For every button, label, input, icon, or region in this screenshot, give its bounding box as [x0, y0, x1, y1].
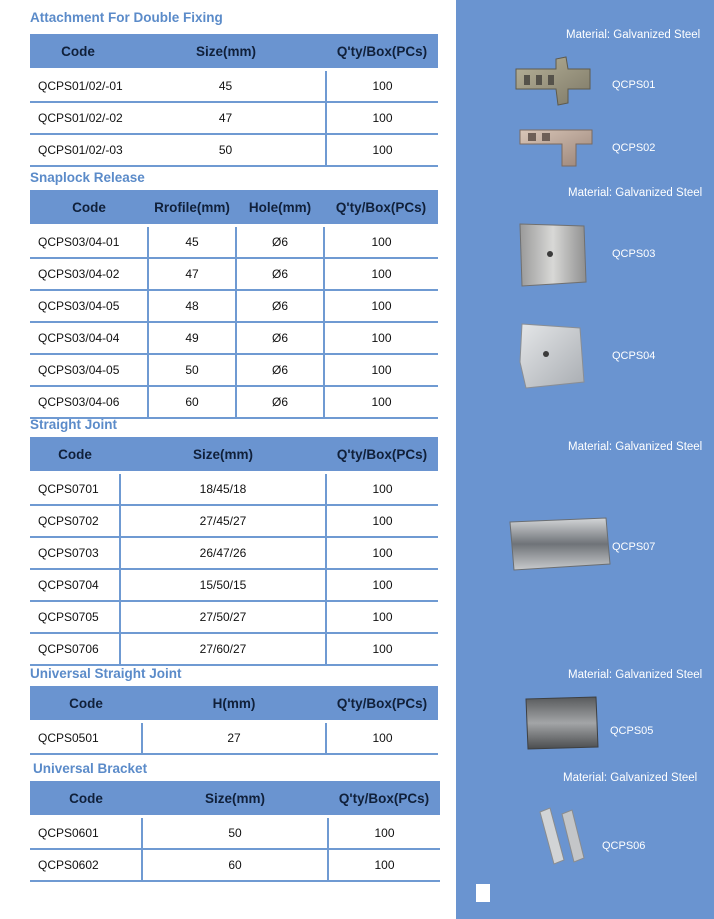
cell-profile: 49	[148, 322, 236, 354]
cell-qty: 100	[324, 227, 438, 258]
cell-qty: 100	[324, 386, 438, 418]
cell-profile: 60	[148, 386, 236, 418]
material-label-1: Material: Galvanized Steel	[566, 29, 701, 41]
cell-h: 27	[142, 723, 326, 754]
header-qty: Q'ty/Box(PCs)	[324, 190, 438, 224]
table-row	[30, 505, 438, 537]
universal-bracket-table	[30, 781, 440, 882]
header-h: H(mm)	[142, 686, 326, 720]
cell-code: QCPS0704	[30, 569, 120, 601]
cell-qty: 100	[326, 102, 438, 134]
table-row	[30, 818, 440, 849]
cell-hole: Ø6	[236, 227, 324, 258]
section-title-universal-joint: Universal Straight Joint	[30, 666, 182, 681]
header-qty: Q'ty/Box(PCs)	[328, 781, 440, 815]
product-label-qcps07: QCPS07	[612, 541, 656, 553]
section-title-universal-bracket: Universal Bracket	[33, 761, 148, 776]
table-header-row	[30, 781, 440, 815]
table-row	[30, 258, 438, 290]
section-title-straight-joint: Straight Joint	[30, 417, 117, 432]
header-qty: Q'ty/Box(PCs)	[326, 686, 438, 720]
cell-size: 45	[126, 71, 326, 102]
cell-size: 60	[142, 849, 328, 881]
cell-code: QCPS03/04-05	[30, 354, 148, 386]
table-row	[30, 849, 440, 881]
cell-hole: Ø6	[236, 354, 324, 386]
section-title-snaplock: Snaplock Release	[30, 170, 145, 185]
product-label-qcps05: QCPS05	[610, 725, 654, 737]
cell-code: QCPS01/02/-03	[30, 134, 126, 166]
qcps02-image	[518, 122, 594, 168]
table-row	[30, 290, 438, 322]
table-row	[30, 354, 438, 386]
cell-size: 27/60/27	[120, 633, 326, 665]
header-profile: Rrofile(mm)	[148, 190, 236, 224]
product-label-qcps03: QCPS03	[612, 248, 656, 260]
cell-code: QCPS01/02/-02	[30, 102, 126, 134]
table-header-row	[30, 34, 438, 68]
cell-profile: 50	[148, 354, 236, 386]
table-row	[30, 134, 438, 166]
cell-qty: 100	[326, 569, 438, 601]
cell-qty: 100	[328, 849, 440, 881]
cell-qty: 100	[326, 134, 438, 166]
cell-qty: 100	[324, 354, 438, 386]
cell-qty: 100	[324, 290, 438, 322]
header-hole: Hole(mm)	[236, 190, 324, 224]
cell-profile: 45	[148, 227, 236, 258]
cell-size: 27/50/27	[120, 601, 326, 633]
qcps04-image	[516, 322, 588, 390]
cell-code: QCPS0501	[30, 723, 142, 754]
cell-size: 26/47/26	[120, 537, 326, 569]
cell-code: QCPS01/02/-01	[30, 71, 126, 102]
attachment-table	[30, 34, 438, 167]
cell-size: 15/50/15	[120, 569, 326, 601]
cell-size: 27/45/27	[120, 505, 326, 537]
cell-code: QCPS0702	[30, 505, 120, 537]
cell-qty: 100	[326, 474, 438, 505]
header-size: Size(mm)	[142, 781, 328, 815]
cell-profile: 47	[148, 258, 236, 290]
cell-code: QCPS03/04-02	[30, 258, 148, 290]
header-qty: Q'ty/Box(PCs)	[326, 437, 438, 471]
cell-qty: 100	[326, 71, 438, 102]
material-label-2: Material: Galvanized Steel	[568, 187, 703, 199]
header-code: Code	[30, 781, 142, 815]
material-label-5: Material: Galvanized Steel	[563, 772, 698, 784]
table-row	[30, 601, 438, 633]
cell-code: QCPS03/04-01	[30, 227, 148, 258]
cell-code: QCPS0701	[30, 474, 120, 505]
table-header-row	[30, 686, 438, 720]
header-size: Size(mm)	[120, 437, 326, 471]
snaplock-table	[30, 190, 438, 419]
material-label-4: Material: Galvanized Steel	[568, 669, 703, 681]
cell-code: QCPS03/04-05	[30, 290, 148, 322]
table-header-row	[30, 190, 438, 224]
cell-hole: Ø6	[236, 322, 324, 354]
table-row	[30, 569, 438, 601]
header-size: Size(mm)	[126, 34, 326, 68]
cell-size: 50	[126, 134, 326, 166]
cell-qty: 100	[326, 601, 438, 633]
table-row	[30, 474, 438, 505]
cell-code: QCPS03/04-04	[30, 322, 148, 354]
cell-code: QCPS0703	[30, 537, 120, 569]
product-image-panel	[456, 0, 714, 919]
cell-qty: 100	[326, 633, 438, 665]
table-row	[30, 102, 438, 134]
straight-joint-table	[30, 437, 438, 666]
table-row	[30, 322, 438, 354]
cell-hole: Ø6	[236, 290, 324, 322]
table-row	[30, 723, 438, 754]
cell-code: QCPS0601	[30, 818, 142, 849]
material-label-3: Material: Galvanized Steel	[568, 441, 703, 453]
header-qty: Q'ty/Box(PCs)	[326, 34, 438, 68]
qcps06-image	[532, 806, 592, 868]
header-code: Code	[30, 34, 126, 68]
qcps01-image	[514, 55, 592, 107]
header-code: Code	[30, 190, 148, 224]
table-row	[30, 386, 438, 418]
table-row	[30, 71, 438, 102]
cell-code: QCPS0602	[30, 849, 142, 881]
cell-size: 50	[142, 818, 328, 849]
table-row	[30, 633, 438, 665]
product-label-qcps01: QCPS01	[612, 79, 656, 91]
cell-hole: Ø6	[236, 258, 324, 290]
table-row	[30, 537, 438, 569]
cell-profile: 48	[148, 290, 236, 322]
header-code: Code	[30, 437, 120, 471]
cell-size: 18/45/18	[120, 474, 326, 505]
cell-qty: 100	[324, 322, 438, 354]
cell-qty: 100	[326, 505, 438, 537]
qcps05-image	[522, 695, 600, 751]
table-row	[30, 227, 438, 258]
header-code: Code	[30, 686, 142, 720]
page-marker	[476, 884, 490, 902]
section-title-attachment: Attachment For Double Fixing	[30, 10, 223, 25]
cell-code: QCPS03/04-06	[30, 386, 148, 418]
product-label-qcps02: QCPS02	[612, 142, 656, 154]
cell-code: QCPS0705	[30, 601, 120, 633]
cell-qty: 100	[324, 258, 438, 290]
cell-qty: 100	[326, 537, 438, 569]
cell-qty: 100	[328, 818, 440, 849]
qcps03-image	[516, 222, 588, 288]
cell-qty: 100	[326, 723, 438, 754]
qcps07-image	[506, 516, 612, 572]
product-label-qcps06: QCPS06	[602, 840, 646, 852]
product-label-qcps04: QCPS04	[612, 350, 656, 362]
cell-size: 47	[126, 102, 326, 134]
universal-joint-table	[30, 686, 438, 755]
cell-hole: Ø6	[236, 386, 324, 418]
table-header-row	[30, 437, 438, 471]
cell-code: QCPS0706	[30, 633, 120, 665]
